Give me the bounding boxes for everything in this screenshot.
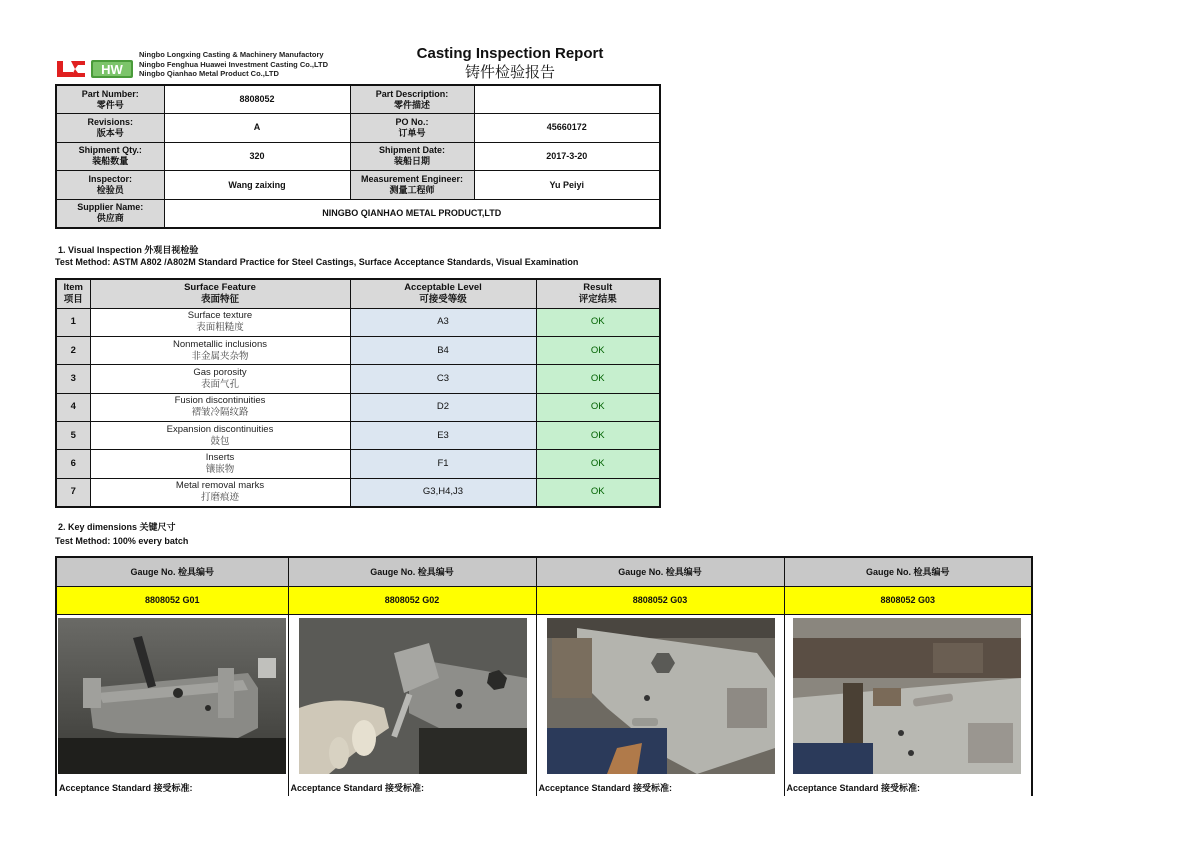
po-no-label: PO No.: 订单号 — [350, 114, 474, 143]
col-acceptable-level: Acceptable Level 可接受等级 — [350, 279, 536, 308]
table-row — [56, 365, 660, 393]
item-number: 6 — [56, 450, 90, 478]
result-status: OK — [536, 336, 660, 364]
measurement-engineer-value: Yu Peiyi — [474, 171, 660, 200]
part-description-value — [474, 85, 660, 114]
shipment-qty-value: 320 — [164, 142, 350, 171]
info-row — [56, 199, 660, 228]
po-no-value: 45660172 — [474, 114, 660, 143]
table-row — [56, 450, 660, 478]
part-number-label: Part Number: 零件号 — [56, 85, 164, 114]
result-status: OK — [536, 422, 660, 450]
gauge-header: Gauge No. 检具编号 — [288, 557, 536, 586]
info-row — [56, 171, 660, 200]
gauge-header-row — [56, 557, 1032, 586]
acceptable-level: C3 — [350, 365, 536, 393]
table-row — [56, 393, 660, 421]
visual-inspection-heading: 1. Visual Inspection 外观目视检验 — [58, 245, 199, 255]
gauge-photo-cell — [784, 614, 1032, 778]
measurement-engineer-label: Measurement Engineer: 测量工程师 — [350, 171, 474, 200]
table-header-row — [56, 279, 660, 308]
table-row — [56, 478, 660, 506]
part-description-label: Part Description: 零件描述 — [350, 85, 474, 114]
report-title-en: Casting Inspection Report — [416, 45, 604, 62]
gauge-table — [55, 556, 1033, 796]
company-line-2: Ningbo Fenghua Huawei Investment Casting Co.,LTD — [139, 59, 329, 69]
gauge-header: Gauge No. 检具编号 — [56, 557, 288, 586]
visual-inspection-table — [55, 278, 661, 508]
col-item: Item 项目 — [56, 279, 90, 308]
revisions-value: A — [164, 114, 350, 143]
surface-feature: Fusion discontinuities 褶皱冷隔纹路 — [90, 393, 350, 421]
casting-pin-check-photo — [299, 618, 527, 774]
result-status: OK — [536, 365, 660, 393]
result-status: OK — [536, 450, 660, 478]
shipment-date-value: 2017-3-20 — [474, 142, 660, 171]
acceptance-standard-label: Acceptance Standard 接受标准: — [536, 778, 784, 796]
visual-inspection-test-method: Test Method: ASTM A802 /A802M Standard Practice for Steel Castings, Surface Acceptance Standards, Visual Examination — [55, 257, 579, 267]
result-status: OK — [536, 393, 660, 421]
gauge-header: Gauge No. 检具编号 — [784, 557, 1032, 586]
casting-closeup-pin-photo-2 — [793, 618, 1021, 774]
item-number: 3 — [56, 365, 90, 393]
acceptance-row — [56, 778, 1032, 796]
inspector-label: Inspector: 检验员 — [56, 171, 164, 200]
company-logo — [55, 57, 135, 81]
acceptance-standard-label: Acceptance Standard 接受标准: — [784, 778, 1032, 796]
gauge-photo-cell — [536, 614, 784, 778]
casting-closeup-pin-photo — [547, 618, 775, 774]
company-line-3: Ningbo Qianhao Metal Product Co.,LTD — [139, 69, 279, 78]
result-status: OK — [536, 308, 660, 336]
company-names — [139, 50, 328, 79]
surface-feature: Metal removal marks 打磨痕迹 — [90, 478, 350, 506]
inspector-value: Wang zaixing — [164, 171, 350, 200]
acceptable-level: G3,H4,J3 — [350, 478, 536, 506]
acceptable-level: D2 — [350, 393, 536, 421]
svg-text:HW: HW — [101, 62, 123, 77]
result-status: OK — [536, 478, 660, 506]
table-row — [56, 422, 660, 450]
surface-feature: Expansion discontinuities 鼓包 — [90, 422, 350, 450]
casting-on-gauge-fixture-photo — [58, 618, 286, 774]
surface-feature: Surface texture 表面粗糙度 — [90, 308, 350, 336]
gauge-photo-row — [56, 614, 1032, 778]
gauge-number: 8808052 G03 — [784, 586, 1032, 614]
gauge-number: 8808052 G03 — [536, 586, 784, 614]
item-number: 4 — [56, 393, 90, 421]
col-result: Result 评定结果 — [536, 279, 660, 308]
lx-hw-logo-icon — [55, 57, 135, 81]
item-number: 1 — [56, 308, 90, 336]
table-row — [56, 308, 660, 336]
surface-feature: Gas porosity 表面气孔 — [90, 365, 350, 393]
acceptance-standard-label: Acceptance Standard 接受标准: — [56, 778, 288, 796]
table-row — [56, 336, 660, 364]
key-dimensions-test-method: Test Method: 100% every batch — [55, 536, 189, 546]
item-number: 5 — [56, 422, 90, 450]
gauge-number: 8808052 G02 — [288, 586, 536, 614]
gauge-photo-cell — [288, 614, 536, 778]
gauge-header: Gauge No. 检具编号 — [536, 557, 784, 586]
info-row — [56, 142, 660, 171]
col-surface-feature: Surface Feature 表面特征 — [90, 279, 350, 308]
item-number: 2 — [56, 336, 90, 364]
info-row — [56, 85, 660, 114]
shipment-date-label: Shipment Date: 装船日期 — [350, 142, 474, 171]
info-row — [56, 114, 660, 143]
gauge-number: 8808052 G01 — [56, 586, 288, 614]
acceptable-level: A3 — [350, 308, 536, 336]
acceptance-standard-label: Acceptance Standard 接受标准: — [288, 778, 536, 796]
report-title — [380, 44, 640, 82]
item-number: 7 — [56, 478, 90, 506]
surface-feature: Inserts 镶嵌物 — [90, 450, 350, 478]
gauge-photo-cell — [56, 614, 288, 778]
acceptable-level: F1 — [350, 450, 536, 478]
supplier-name-value: NINGBO QIANHAO METAL PRODUCT,LTD — [164, 199, 660, 228]
shipment-qty-label: Shipment Qty.: 装船数量 — [56, 142, 164, 171]
report-title-cn: 铸件检验报告 — [464, 64, 555, 81]
key-dimensions-heading: 2. Key dimensions 关键尺寸 — [58, 522, 176, 532]
supplier-name-label: Supplier Name: 供应商 — [56, 199, 164, 228]
revisions-label: Revisions: 版本号 — [56, 114, 164, 143]
part-number-value: 8808052 — [164, 85, 350, 114]
acceptable-level: E3 — [350, 422, 536, 450]
part-info-table — [55, 84, 661, 229]
gauge-number-row — [56, 586, 1032, 614]
company-line-1: Ningbo Longxing Casting & Machinery Manufactory — [139, 50, 324, 59]
surface-feature: Nonmetallic inclusions 非金属夹杂物 — [90, 336, 350, 364]
acceptable-level: B4 — [350, 336, 536, 364]
